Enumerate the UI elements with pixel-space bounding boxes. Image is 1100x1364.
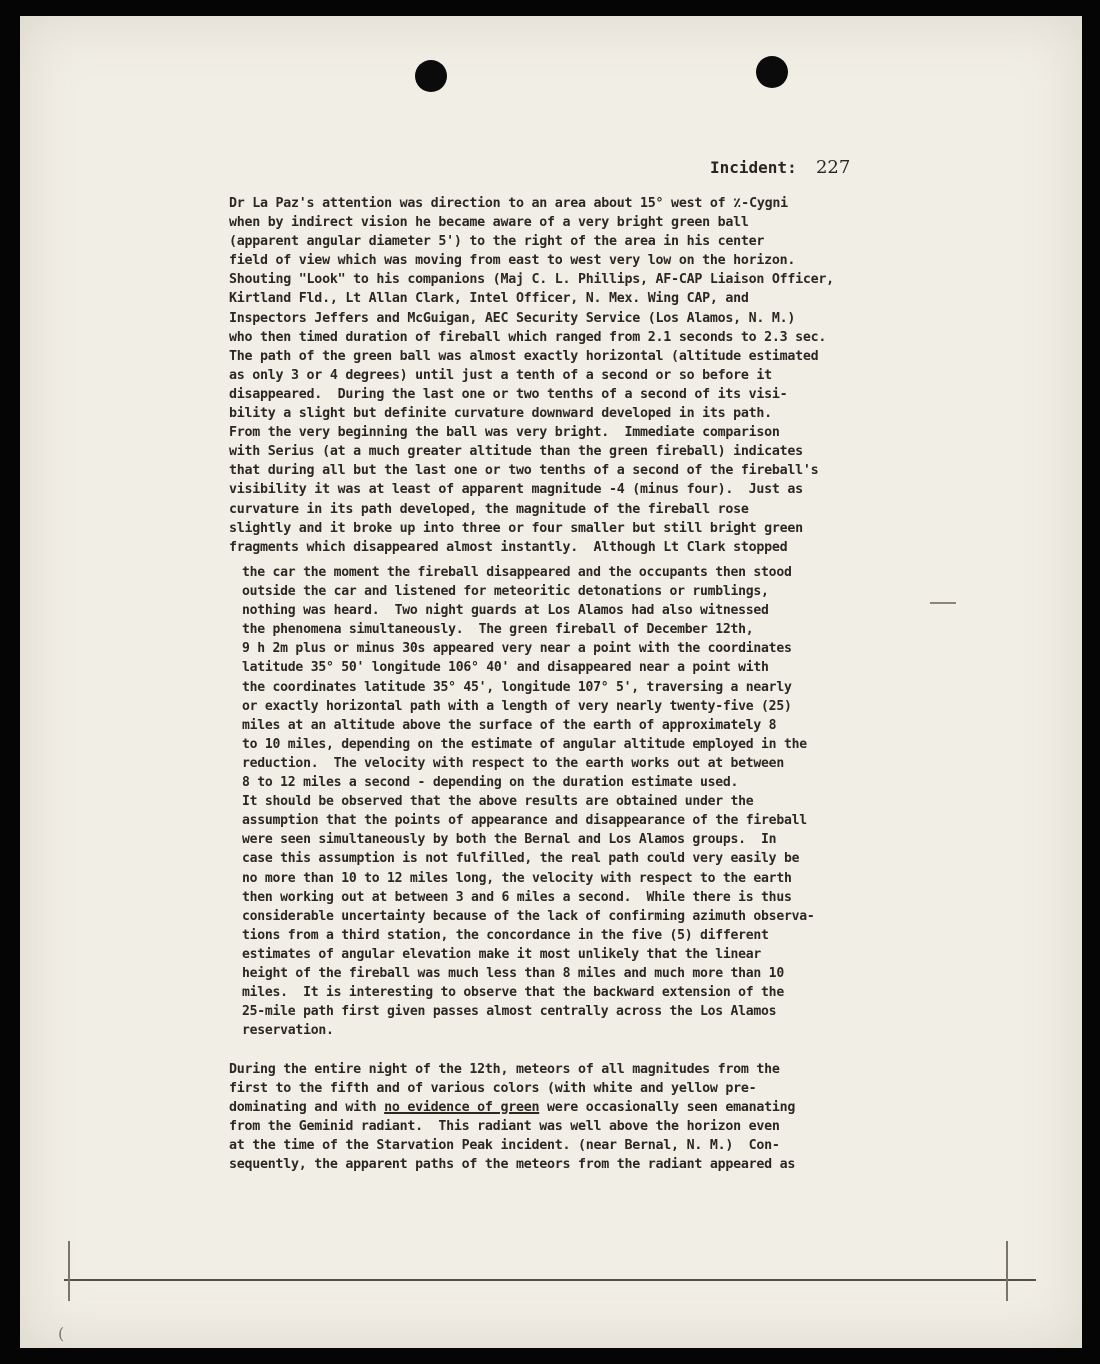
text-line: were seen simultaneously by both the Bernal and Los Alamos groups. In	[242, 832, 777, 848]
text-line: slightly and it broke up into three or four smaller but still bright green	[229, 520, 803, 536]
text-line: 9 h 2m plus or minus 30s appeared very near a point with the coordinates	[242, 641, 792, 657]
text-line: the coordinates latitude 35° 45', longitude 107° 5', traversing a nearly	[242, 679, 792, 695]
text-line: fragments which disappeared almost instantly. Although Lt Clark stopped	[229, 539, 788, 555]
text-line: to 10 miles, depending on the estimate of angular altitude employed in the	[242, 736, 807, 752]
text-line: or exactly horizontal path with a length of very nearly twenty-five (25)	[242, 698, 792, 714]
text-line: height of the fireball was much less than 8 miles and much more than 10	[242, 965, 784, 981]
text-line: 8 to 12 miles a second - depending on the duration estimate used.	[242, 775, 739, 791]
text-line: tions from a third station, the concordance in the five (5) different	[242, 927, 769, 943]
text-line: at the time of the Starvation Peak incident. (near Bernal, N. M.) Con-	[229, 1138, 780, 1154]
text-line: (apparent angular diameter 5') to the right of the area in his center	[229, 234, 765, 250]
text-line: no more than 10 to 12 miles long, the velocity with respect to the earth	[242, 870, 792, 886]
text-line: considerable uncertainty because of the lack of confirming azimuth observa-	[242, 908, 815, 924]
text-line: From the very beginning the ball was very bright. Immediate comparison	[229, 425, 780, 441]
incident-header	[710, 157, 850, 178]
bottom-rule	[64, 1279, 1036, 1281]
paragraph-meteors	[229, 1060, 795, 1175]
document-page	[20, 16, 1082, 1348]
text-line: latitude 35° 50' longitude 106° 40' and disappeared near a point with	[242, 660, 769, 676]
incident-number: 227	[815, 157, 851, 178]
text-line: nothing was heard. Two night guards at Los Alamos had also witnessed	[242, 603, 769, 619]
text-line: when by indirect vision he became aware of a very bright green ball	[229, 215, 749, 231]
text-line: reservation.	[242, 1023, 334, 1039]
text-line: with Serius (at a much greater altitude than the green fireball) indicates	[229, 444, 803, 460]
margin-tick-left	[68, 1241, 70, 1301]
text-line	[229, 1098, 795, 1117]
incident-label: Incident:	[710, 158, 797, 177]
text-line: disappeared. During the last one or two tenths of a second of its visi-	[229, 386, 788, 402]
paragraph-observation	[229, 194, 834, 557]
text-line: 25-mile path first given passes almost centrally across the Los Alamos	[242, 1004, 777, 1020]
text-line: from the Geminid radiant. This radiant was well above the horizon even	[229, 1119, 780, 1135]
text-segment: were occasionally seen emanating	[539, 1100, 796, 1116]
text-line: Dr La Paz's attention was direction to an area about 15° west of ٪-Cygni	[229, 196, 788, 211]
text-line: miles. It is interesting to observe that the backward extension of the	[242, 985, 784, 1001]
punch-hole-left	[415, 60, 447, 92]
text-line: bility a slight but definite curvature downward developed in its path.	[229, 406, 772, 422]
text-line: Kirtland Fld., Lt Allan Clark, Intel Officer, N. Mex. Wing CAP, and	[229, 291, 749, 307]
text-line: Shouting "Look" to his companions (Maj C. L. Phillips, AF-CAP Liaison Officer,	[229, 272, 834, 288]
text-line: During the entire night of the 12th, meteors of all magnitudes from the	[229, 1062, 780, 1077]
text-line: It should be observed that the above results are obtained under the	[242, 794, 754, 810]
text-line: outside the car and listened for meteoritic detonations or rumblings,	[242, 584, 769, 600]
text-line: first to the fifth and of various colors (with white and yellow pre-	[229, 1081, 757, 1097]
paragraph-calculation	[242, 563, 814, 1040]
punch-hole-right	[756, 56, 788, 88]
text-line: then working out at between 3 and 6 miles a second. While there is thus	[242, 889, 792, 905]
text-line: case this assumption is not fulfilled, the real path could very easily be	[242, 851, 800, 867]
text-line: field of view which was moving from east to west very low on the horizon.	[229, 253, 796, 269]
text-line: curvature in its path developed, the magnitude of the fireball rose	[229, 501, 749, 517]
corner-mark: (	[58, 1324, 65, 1343]
text-line: sequently, the apparent paths of the meteors from the radiant appeared as	[229, 1157, 796, 1173]
text-line: The path of the green ball was almost exactly horizontal (altitude estimated	[229, 348, 819, 364]
underlined-phrase: no evidence of green	[384, 1100, 540, 1116]
text-line: estimates of angular elevation make it most unlikely that the linear	[242, 946, 762, 962]
text-line: the phenomena simultaneously. The green fireball of December 12th,	[242, 622, 754, 638]
text-segment: dominating and with	[229, 1100, 385, 1116]
text-line: that during all but the last one or two tenths of a second of the fireball's	[229, 463, 819, 479]
text-line: visibility it was at least of apparent magnitude -4 (minus four). Just as	[229, 482, 803, 498]
margin-tick-right	[1006, 1241, 1008, 1301]
text-line: who then timed duration of fireball which ranged from 2.1 seconds to 2.3 sec.	[229, 329, 827, 345]
text-line: as only 3 or 4 degrees) until just a tenth of a second or so before it	[229, 367, 772, 383]
text-line: miles at an altitude above the surface of the earth of approximately 8	[242, 717, 777, 733]
text-line: Inspectors Jeffers and McGuigan, AEC Security Service (Los Alamos, N. M.)	[229, 310, 796, 326]
text-line: the car the moment the fireball disappeared and the occupants then stood	[242, 565, 792, 580]
stray-mark	[930, 602, 956, 604]
text-line: assumption that the points of appearance and disappearance of the fireball	[242, 813, 807, 829]
text-line: reduction. The velocity with respect to the earth works out at between	[242, 755, 784, 771]
